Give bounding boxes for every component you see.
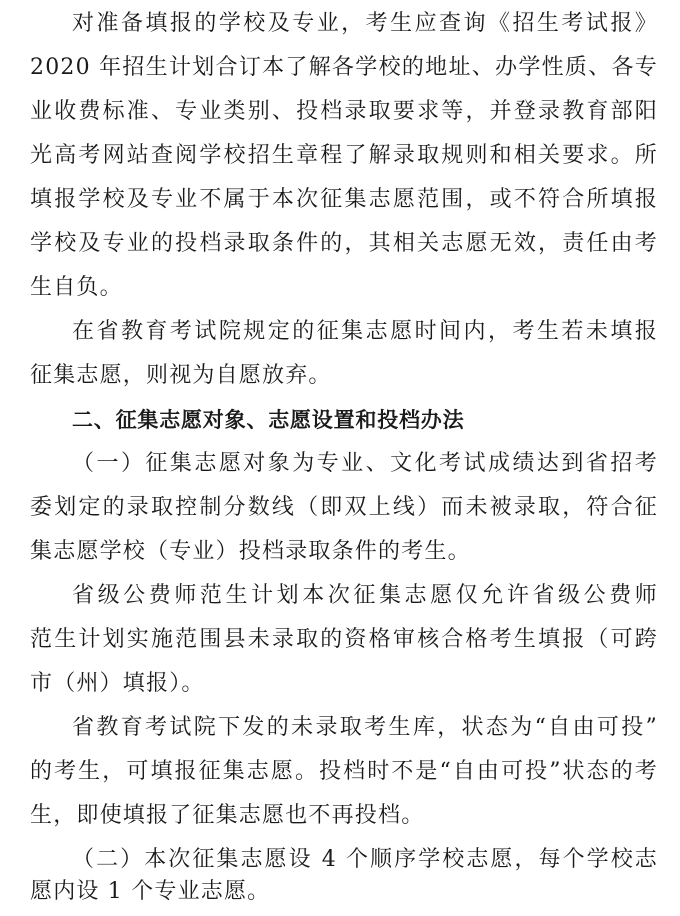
paragraph-4-line-1: 省级公费师范生计划本次征集志愿仅允许省级公费师 — [72, 583, 658, 608]
paragraph-3-line-1: （一）征集志愿对象为专业、文化考试成绩达到省招考 — [72, 451, 658, 476]
paragraph-3-line-2: 委划定的录取控制分数线（即双上线）而未被录取，符合征 — [30, 495, 658, 520]
paragraph-1-line-7: 生自负。 — [30, 275, 123, 300]
paragraph-3-line-3: 集志愿学校（专业）投档录取条件的考生。 — [30, 539, 471, 564]
paragraph-1-line-2: 2020 年招生计划合订本了解各学校的地址、办学性质、各专 — [30, 55, 658, 80]
paragraph-6-line-2: 愿内设 1 个专业志愿。 — [30, 879, 271, 904]
paragraph-5-line-2: 的考生，可填报征集志愿。投档时不是“自由可投”状态的考 — [30, 759, 658, 784]
paragraph-4-line-2: 范生计划实施范围县未录取的资格审核合格考生填报（可跨 — [30, 627, 658, 652]
paragraph-2-line-1: 在省教育考试院规定的征集志愿时间内，考生若未填报 — [72, 319, 658, 344]
paragraph-5-line-1: 省教育考试院下发的未录取考生库，状态为“自由可投” — [72, 715, 658, 740]
paragraph-1-line-1: 对准备填报的学校及专业，考生应查询《招生考试报》 — [72, 11, 658, 36]
paragraph-1-line-3: 业收费标准、专业类别、投档录取要求等，并登录教育部阳 — [30, 99, 658, 124]
paragraph-6-line-1: （二）本次征集志愿设 4 个顺序学校志愿，每个学校志 — [72, 847, 658, 872]
paragraph-5-line-3: 生，即使填报了征集志愿也不再投档。 — [30, 803, 425, 828]
paragraph-4-line-3: 市（州）填报）。 — [30, 671, 205, 696]
paragraph-2-line-2: 征集志愿，则视为自愿放弃。 — [30, 363, 332, 388]
paragraph-1-line-5: 填报学校及专业不属于本次征集志愿范围，或不符合所填报 — [30, 187, 658, 212]
paragraph-1-line-4: 光高考网站查阅学校招生章程了解录取规则和相关要求。所 — [30, 143, 658, 168]
paragraph-1-line-6: 学校及专业的投档录取条件的，其相关志愿无效，责任由考 — [30, 231, 658, 256]
section-heading: 二、征集志愿对象、志愿设置和投档办法 — [72, 408, 465, 432]
